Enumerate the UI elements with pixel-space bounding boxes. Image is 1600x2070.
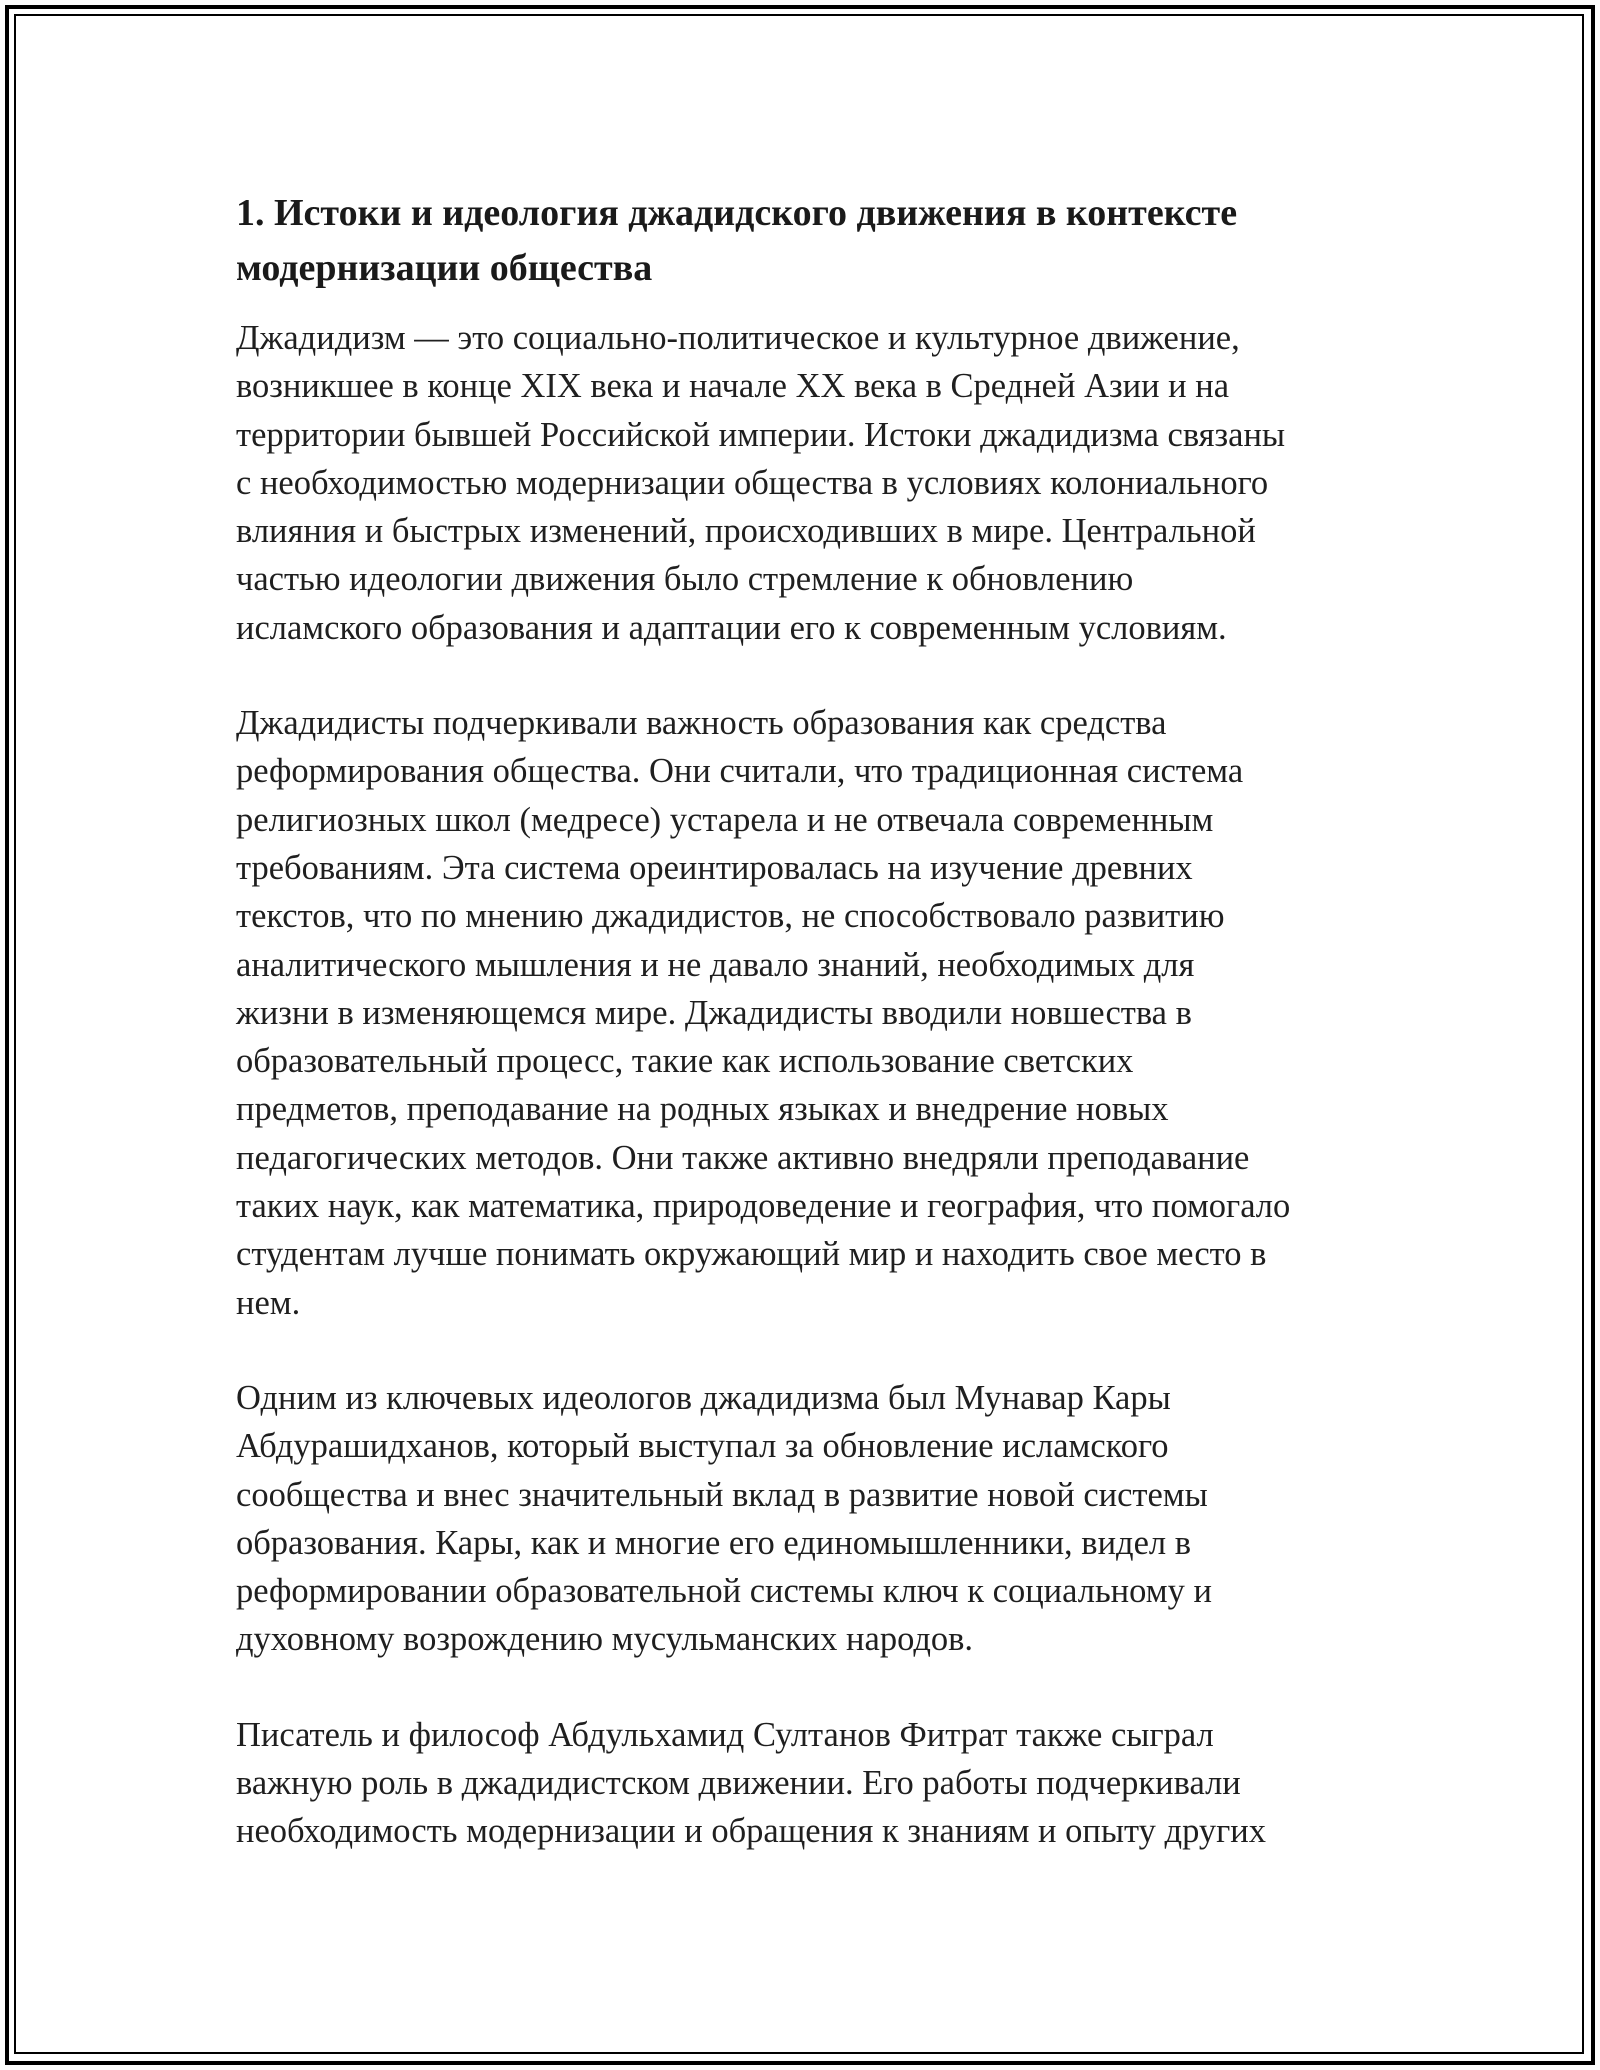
text-line: жизни в изменяющемся мире. Джадидисты вводили новшества в bbox=[236, 993, 1192, 1032]
text-line: Писатель и философ Абдульхамид Султанов Фитрат также сыграл bbox=[236, 1715, 1214, 1754]
paragraph-3 bbox=[236, 1374, 1386, 1664]
text-line: религиозных школ (медресе) устарела и не отвечала современным bbox=[236, 800, 1214, 839]
text-line: с необходимостью модернизации общества в условиях колониального bbox=[236, 463, 1269, 502]
text-line: реформировании образовательной системы ключ к социальному и bbox=[236, 1572, 1212, 1611]
text-line: педагогических методов. Они также активно внедряли преподавание bbox=[236, 1138, 1250, 1177]
text-line: Абдурашидханов, который выступал за обновление исламского bbox=[236, 1427, 1169, 1466]
text-line: текстов, что по мнению джадидистов, не способствовало развитию bbox=[236, 897, 1225, 936]
text-line: таких наук, как математика, природоведение и география, что помогало bbox=[236, 1187, 1291, 1226]
text-line: территории бывшей Российской империи. Истоки джадидизма связаны bbox=[236, 415, 1286, 454]
text-line: Одним из ключевых идеологов джадидизма был Мунавар Кары bbox=[236, 1378, 1171, 1417]
text-line: аналитического мышления и не давало знаний, необходимых для bbox=[236, 945, 1195, 984]
text-line: предметов, преподавание на родных языках и внедрение новых bbox=[236, 1090, 1169, 1129]
text-line: Джадидизм — это социально-политическое и культурное движение, bbox=[236, 319, 1240, 357]
text-line: возникшее в конце XIX века и начале XX века в Средней Азии и на bbox=[236, 367, 1230, 406]
paragraph-4 bbox=[236, 1711, 1386, 1856]
document-body bbox=[236, 186, 1386, 1903]
section-title-line: модернизации общества bbox=[236, 247, 653, 289]
text-line: образовательный процесс, такие как использование светских bbox=[236, 1042, 1134, 1081]
text-line: влияния и быстрых изменений, происходивших в мире. Центральной bbox=[236, 512, 1256, 551]
text-line: студентам лучше понимать окружающий мир и находить свое место в bbox=[236, 1235, 1267, 1274]
section-title bbox=[236, 186, 1386, 296]
text-line: образования. Кары, как и многие его единомышленники, видел в bbox=[236, 1523, 1192, 1562]
text-line: нем. bbox=[236, 1283, 301, 1322]
paragraph-1 bbox=[236, 314, 1386, 652]
text-line: важную роль в джадидистском движении. Его работы подчеркивали bbox=[236, 1764, 1241, 1803]
text-line: необходимость модернизации и обращения к знаниям и опыту других bbox=[236, 1812, 1266, 1851]
section-title-line: 1. Истоки и идеология джадидского движения в контексте bbox=[236, 192, 1238, 234]
text-line: Джадидисты подчеркивали важность образования как средства bbox=[236, 704, 1167, 743]
text-line: реформирования общества. Они считали, что традиционная система bbox=[236, 752, 1244, 791]
text-line: сообщества и внес значительный вклад в развитие новой системы bbox=[236, 1475, 1208, 1514]
paragraph-2 bbox=[236, 699, 1386, 1327]
text-line: духовному возрождению мусульманских народов. bbox=[236, 1620, 974, 1659]
text-line: исламского образования и адаптации его к современным условиям. bbox=[236, 608, 1227, 647]
text-line: частью идеологии движения было стремление к обновлению bbox=[236, 560, 1134, 599]
text-line: требованиям. Эта система ореинтировалась на изучение древних bbox=[236, 848, 1193, 887]
